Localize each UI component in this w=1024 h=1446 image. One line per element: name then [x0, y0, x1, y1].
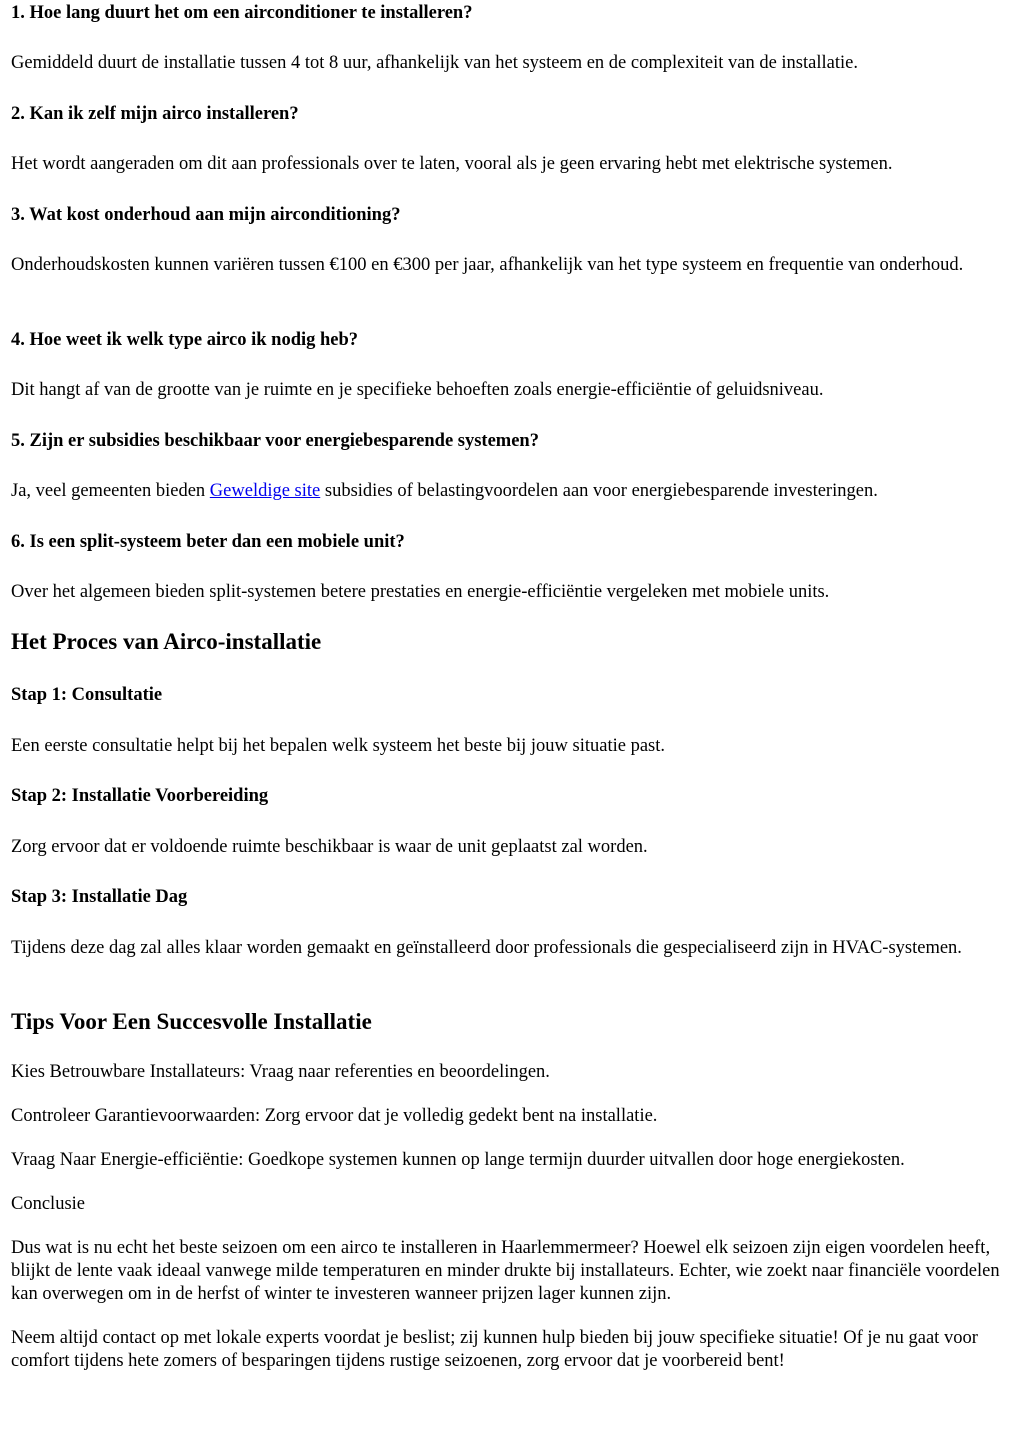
step-3-text: Tijdens deze dag zal alles klaar worden gemaakt en geïnstalleerd door professionals die gespecialiseerd zijn in HVAC-systemen. — [11, 938, 962, 958]
faq-answer-3: Onderhoudskosten kunnen variëren tussen €100 en €300 per jaar, afhankelijk van het type systeem en frequentie van onderhoud. — [11, 255, 964, 275]
conclusion-paragraph-1: Dus wat is nu echt het beste seizoen om een airco te installeren in Haarlemmermeer? Hoewel elk seizoen zijn eigen voordelen heeft, blijkt de lente vaak ideaal vanwege milde temperaturen en minder drukte bij installateurs. Echter, wie zoekt naar financiële voordelen kan overwegen om in de herfst of winter te investeren wanneer prijzen lager kunnen zijn. — [11, 1238, 1000, 1304]
faq-answer-2: Het wordt aangeraden om dit aan professionals over te laten, vooral als je geen ervaring hebt met elektrische systemen. — [11, 154, 893, 174]
faq-question-3: 3. Wat kost onderhoud aan mijn airconditioning? — [11, 205, 401, 225]
geweldige-site-link[interactable]: Geweldige site — [209, 481, 321, 501]
faq-answer-5-before: Ja, veel gemeenten bieden — [11, 481, 210, 501]
faq-answer-5-after: subsidies of belastingvoordelen aan voor energiebesparende investeringen. — [320, 481, 878, 501]
faq-question-4: 4. Hoe weet ik welk type airco ik nodig heb? — [11, 330, 359, 350]
faq-answer-5 — [11, 480, 878, 503]
step-3-title: Stap 3: Installatie Dag — [11, 887, 188, 907]
conclusion-paragraph-2: Neem altijd contact op met lokale experts voordat je beslist; zij kunnen hulp bieden bij jouw specifieke situatie! Of je nu gaat voor comfort tijdens hete zomers of besparingen tijdens rustige seizoenen, zorg ervoor dat je voorbereid bent! — [11, 1328, 978, 1371]
step-1-text: Een eerste consultatie helpt bij het bepalen welk systeem het beste bij jouw situatie past. — [11, 736, 665, 756]
step-2-text: Zorg ervoor dat er voldoende ruimte beschikbaar is waar de unit geplaatst zal worden. — [11, 837, 648, 857]
step-2-title: Stap 2: Installatie Voorbereiding — [11, 786, 269, 806]
faq-question-6: 6. Is een split-systeem beter dan een mobiele unit? — [11, 532, 405, 552]
faq-answer-4: Dit hangt af van de grootte van je ruimte en je specifieke behoeften zoals energie-efficiëntie of geluidsniveau. — [11, 380, 824, 400]
faq-question-5: 5. Zijn er subsidies beschikbaar voor energiebesparende systemen? — [11, 431, 539, 451]
tip-2: Controleer Garantievoorwaarden: Zorg ervoor dat je volledig gedekt bent na installatie. — [11, 1106, 658, 1126]
conclusion-label: Conclusie — [11, 1194, 85, 1214]
faq-answer-6: Over het algemeen bieden split-systemen betere prestaties en energie-efficiëntie vergeleken met mobiele units. — [11, 582, 830, 602]
faq-question-1: 1. Hoe lang duurt het om een airconditioner te installeren? — [11, 3, 473, 23]
tips-heading: Tips Voor Een Succesvolle Installatie — [11, 1009, 372, 1034]
process-heading: Het Proces van Airco-installatie — [11, 629, 322, 654]
tip-3: Vraag Naar Energie-efficiëntie: Goedkope systemen kunnen op lange termijn duurder uitvallen door hoge energiekosten. — [11, 1150, 905, 1170]
faq-question-2: 2. Kan ik zelf mijn airco installeren? — [11, 104, 299, 124]
step-1-title: Stap 1: Consultatie — [11, 685, 163, 705]
tip-1: Kies Betrouwbare Installateurs: Vraag naar referenties en beoordelingen. — [11, 1062, 550, 1082]
faq-answer-1: Gemiddeld duurt de installatie tussen 4 tot 8 uur, afhankelijk van het systeem en de complexiteit van de installatie. — [11, 53, 858, 73]
